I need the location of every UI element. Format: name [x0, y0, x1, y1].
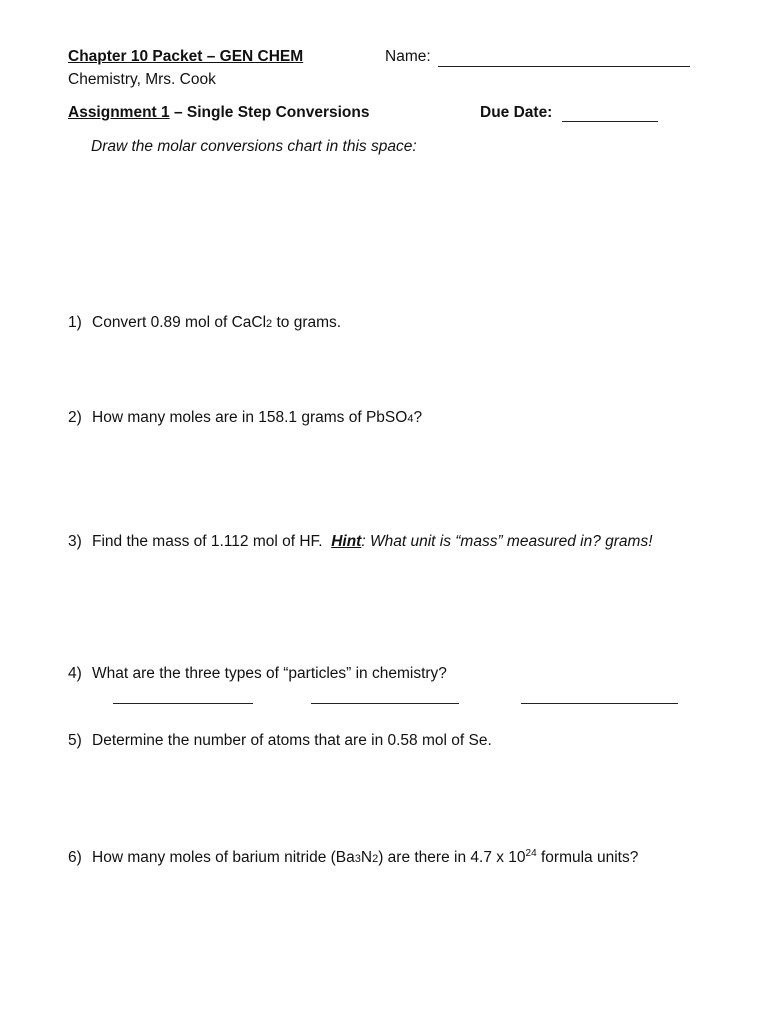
subscript: 3 — [354, 853, 361, 866]
question-number: 6) — [68, 849, 82, 867]
question-3 — [68, 533, 653, 551]
question-text: Determine the number of atoms that are in 0.58 mol of Se. — [92, 732, 492, 749]
packet-title-main: Chapter 10 Packet — [68, 48, 203, 65]
question-1 — [68, 314, 341, 332]
subscript: 4 — [407, 413, 414, 425]
class-subtitle: Chemistry, Mrs. Cook — [68, 71, 216, 88]
answer-blank-3[interactable] — [521, 703, 678, 704]
question-text: What are the three types of “particles” in chemistry? — [92, 665, 447, 682]
question-text: How many moles of barium nitride (Ba — [92, 849, 355, 867]
question-5 — [68, 732, 492, 750]
question-2 — [68, 409, 422, 427]
subscript: 2 — [266, 318, 273, 330]
question-number: 5) — [68, 732, 82, 749]
question-text-mid: N — [360, 849, 373, 867]
packet-title — [68, 48, 303, 66]
hint-text: : What unit is “mass” measured in? grams! — [361, 533, 653, 550]
answer-blank-1[interactable] — [113, 703, 253, 704]
question-text: Find the mass of 1.112 mol of HF. — [92, 533, 323, 550]
superscript: 24 — [525, 848, 537, 859]
hint-label: Hint — [331, 533, 362, 550]
answer-blank-2[interactable] — [311, 703, 459, 704]
name-field[interactable] — [438, 66, 690, 67]
due-date-label: Due Date: — [480, 104, 553, 121]
assignment-heading — [68, 104, 369, 122]
question-text: How many moles are in 158.1 grams of PbSO — [92, 409, 408, 426]
question-number: 1) — [68, 314, 82, 331]
question-text-end: formula units? — [536, 849, 639, 867]
name-label: Name: — [385, 48, 431, 65]
question-number: 4) — [68, 665, 82, 682]
packet-title-suffix: – GEN CHEM — [202, 48, 304, 65]
question-text-cont: ) are there in 4.7 x 10 — [378, 849, 526, 867]
question-text: Convert 0.89 mol of CaCl — [92, 314, 267, 331]
assignment-title: – Single Step Conversions — [169, 104, 370, 121]
question-text-end: to grams. — [272, 314, 342, 331]
assignment-label: Assignment 1 — [68, 104, 170, 121]
question-4 — [68, 665, 447, 683]
due-date-field[interactable] — [562, 121, 658, 122]
subscript: 2 — [372, 853, 379, 866]
question-number: 3) — [68, 533, 82, 550]
chart-instructions: Draw the molar conversions chart in this space: — [91, 138, 417, 155]
question-6 — [68, 848, 638, 867]
question-text-end: ? — [413, 409, 423, 426]
question-number: 2) — [68, 409, 82, 426]
